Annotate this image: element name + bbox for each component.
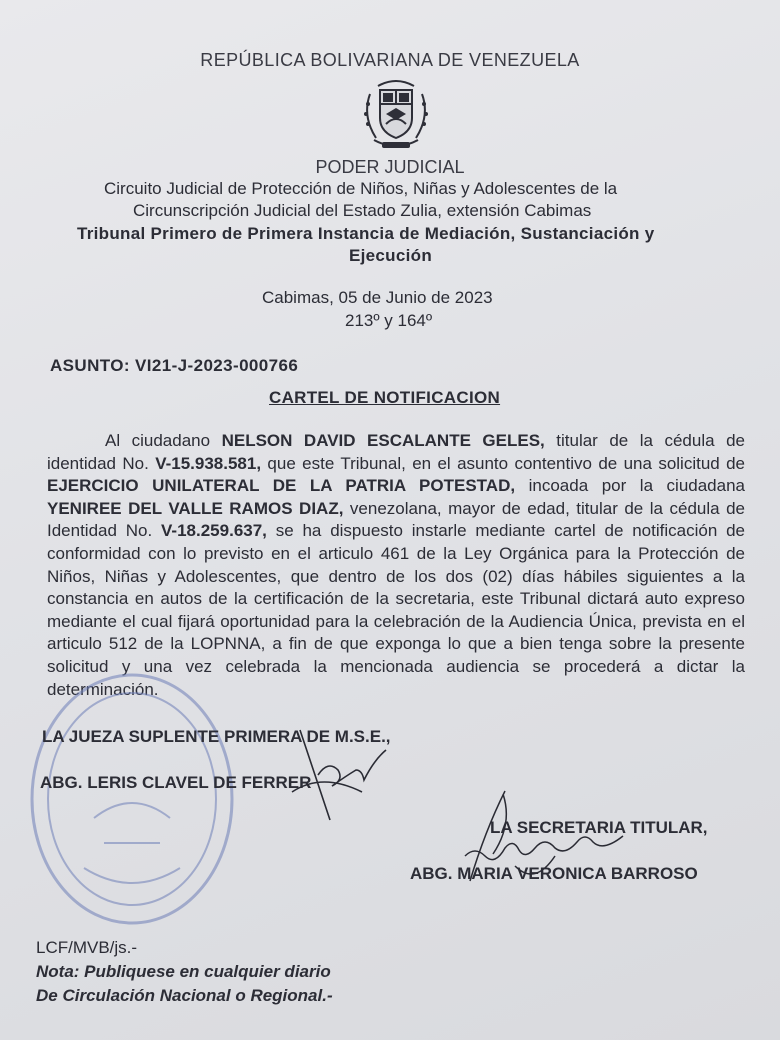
reference-initials: LCF/MVB/js.- [36,938,138,957]
body-bold-id: V-15.938.581, [155,453,262,473]
court-seal-stamp [24,668,240,930]
judge-title: LA JUEZA SUPLENTE PRIMERA DE M.S.E., [42,727,391,746]
header-tribunal-line-2: Ejecución [349,246,433,265]
secretary-name: ABG. MARIA VERONICA BARROSO [410,864,698,883]
note-line-2: De Circulación Nacional o Regional.- [36,986,333,1005]
judge-name: ABG. LERIS CLAVEL DE FERRER [40,773,312,792]
document-title: CARTEL DE NOTIFICACION [269,388,501,407]
body-paragraph [47,430,745,701]
case-number: ASUNTO: VI21-J-2023-000766 [50,356,299,375]
body-text-3: que este Tribunal, en el asunto contentivo de una solicitud de [261,453,746,473]
body-bold-petitioner-id: V-18.259.637, [161,521,267,541]
secretary-title: LA SECRETARIA TITULAR, [490,818,708,837]
body-bold-petitioner: YENIREE DEL VALLE RAMOS DIAZ, [47,498,344,518]
header-tribunal-line-1: Tribunal Primero de Primera Instancia de Mediación, Sustanciación y [77,224,655,243]
header-circuit-line-2: Circunscripción Judicial del Estado Zulia, extensión Cabimas [133,201,592,220]
body-bold-subject: EJERCICIO UNILATERAL DE LA PATRIA POTESTAD, [47,476,516,496]
notification-body [47,430,745,701]
body-text-6: se ha dispuesto instarle mediante cartel de notificación de conformidad con lo previsto en el articulo 461 de la Ley Orgánica para la Protección de Niños, Niñas y Adolescentes, que dentro de los dos (02) días hábiles siguientes a la constancia en autos de la certificación de la secretaria, este Tribunal dictará auto expreso mediante el cual fijará oportunidad para la celebración de la Audiencia Única, prevista en el articulo 512 de la LOPNNA, a fin de que exponga lo que a bien tenga sobre la presente solicitud y una vez celebrada la mencionada audiencia se procederá a dictar la determinación. [47,521,745,699]
body-bold-name: NELSON DAVID ESCALANTE GELES, [221,431,545,450]
date-line-2: 213º y 164º [345,311,433,330]
body-text-1: Al ciudadano [105,431,222,450]
header-circuit-line-1: Circuito Judicial de Protección de Niños, Niñas y Adolescentes de la [104,179,618,198]
header-country: REPÚBLICA BOLIVARIANA DE VENEZUELA [200,50,580,70]
date-line-1: Cabimas, 05 de Junio de 2023 [262,288,493,307]
note-line-1: Nota: Publiquese en cualquier diario [36,962,331,981]
body-text-5: venezolana, mayor de edad, titular de la cédula de Identidad No. [47,498,745,541]
header-branch: PODER JUDICIAL [315,157,465,177]
coat-of-arms-icon [356,74,436,154]
body-text-2: titular de la cédula de identidad No. [47,431,745,473]
body-text-4: incoada por la ciudadana [515,476,746,496]
